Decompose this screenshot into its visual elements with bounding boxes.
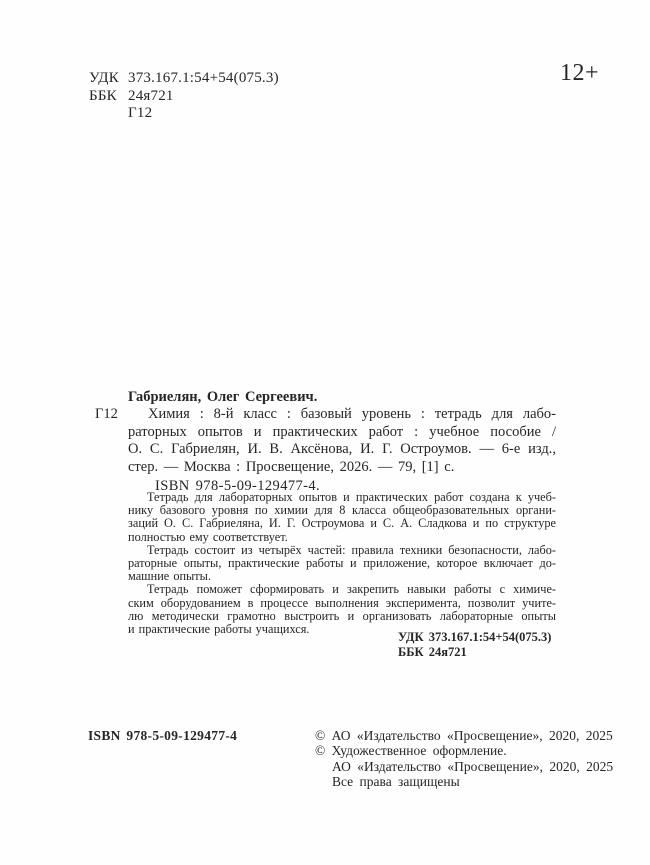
bibliographic-entry — [95, 406, 556, 476]
text-line: стер. — Москва : Просвещение, 2026. — 79, [1] с. — [128, 458, 455, 475]
copyright-line-artwork: © Художественное оформление. — [315, 743, 507, 759]
text-line: лю методически грамотно выстроить и организовать лабораторные опыты — [128, 608, 556, 623]
bibliographic-description — [128, 406, 556, 476]
text-line: полностью ему соответствует. — [128, 529, 288, 544]
text-line: Тетрадь для лабораторных опытов и практических работ создана к учеб- — [147, 490, 556, 504]
age-rating-badge: 12+ — [560, 60, 600, 86]
annotation-paragraph-3 — [128, 583, 556, 636]
bbk-line-bottom: ББК 24я721 — [398, 645, 467, 659]
classification-codes-top — [89, 70, 279, 123]
author-mark-code: Г12 — [95, 406, 118, 423]
udk-line-bottom: УДК 373.167.1:54+54(075.3) — [398, 630, 552, 644]
isbn-footer: ISBN 978-5-09-129477-4 — [88, 728, 238, 743]
text-line: О. С. Габриелян, И. В. Аксёнова, И. Г. Остроумов. — 6-е изд., — [128, 441, 556, 458]
copyright-block — [315, 728, 613, 790]
bbk-label: ББК — [89, 87, 117, 104]
text-line: нику базового уровня по химии для 8 класса общеобразовательных органи- — [128, 503, 556, 518]
annotation — [128, 491, 556, 636]
author-name: Габриелян, Олег Сергеевич. — [128, 389, 318, 405]
text-line: ским оборудованием в процессе выполнения эксперимента, позволит учите- — [128, 595, 556, 610]
udk-row — [89, 70, 279, 88]
text-line: заций О. С. Габриеляна, И. Г. Остроумова и С. А. Сладкова и по структуре — [128, 516, 556, 531]
annotation-paragraph-1 — [128, 491, 556, 544]
classification-codes-bottom — [398, 630, 551, 660]
author-mark-row — [89, 105, 279, 123]
text-line: и практические работы учащихся. — [128, 622, 310, 637]
copyright-line-publisher: © АО «Издательство «Просвещение», 2020, 2025 — [315, 728, 613, 743]
catalog-card — [95, 389, 556, 495]
author-mark-value: Г12 — [128, 105, 153, 121]
text-line: Тетрадь поможет сформировать и закрепить навыки работы с химиче- — [147, 582, 556, 597]
text-line: Химия : 8-й класс : базовый уровень : тетрадь для лабо- — [148, 406, 556, 423]
copyright-line-rights: Все права защищены — [332, 774, 460, 790]
copyright-line-publisher-2: АО «Издательство «Просвещение», 2020, 2025 — [332, 758, 614, 774]
udk-value: 373.167.1:54+54(075.3) — [128, 70, 279, 86]
text-line: раторных опытов и практических работ : учебное пособие / — [128, 423, 556, 440]
isbn-catalog: ISBN 978-5-09-129477-4. — [155, 478, 321, 495]
udk-label: УДК — [89, 70, 119, 86]
text-line: машние опыты. — [128, 569, 212, 584]
bbk-row — [89, 88, 279, 106]
text-line: раторные опыты, практические работы и приложение, которое включает до- — [128, 556, 556, 571]
bbk-value: 24я721 — [128, 87, 174, 104]
text-line: Тетрадь состоит из четырёх частей: правила техники безопасности, лабо- — [147, 542, 556, 557]
annotation-paragraph-2 — [128, 544, 556, 584]
